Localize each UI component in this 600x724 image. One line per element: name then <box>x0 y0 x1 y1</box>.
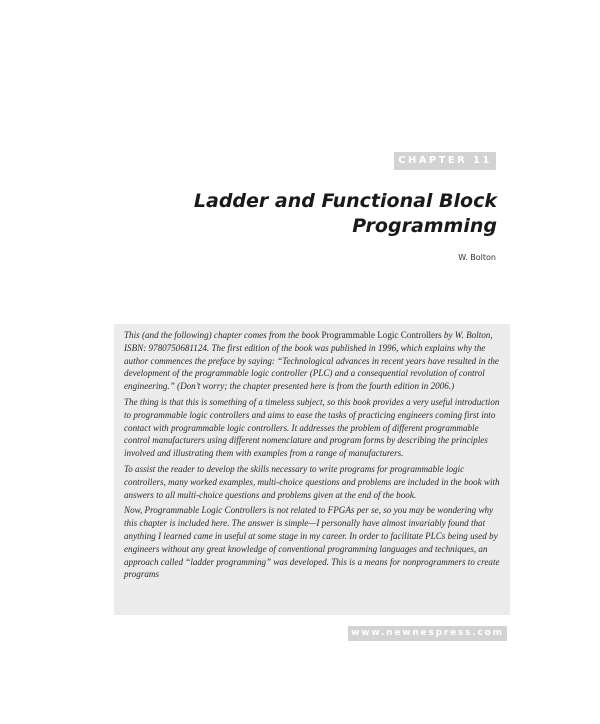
chapter-title <box>177 189 497 239</box>
preface-p1-intro: This (and the following) chapter comes from the book <box>124 330 322 340</box>
preface-paragraph-4: Now, Programmable Logic Controllers is not related to FPGAs per se, so you may be wondering why this chapter is included here. The answer is simple—I personally have almost invariably found that anything I learned came in useful at some stage in my career. In order to facilitate PLCs being used by engineers without any great knowledge of conventional programming languages and techniques, an approach called “ladder programming” was developed. This is a means for nonprogrammers to create programs <box>124 505 500 580</box>
footer-url: www.newnespress.com <box>348 626 507 641</box>
chapter-label: CHAPTER 11 <box>394 152 496 170</box>
author-name: W. Bolton <box>458 253 496 262</box>
preface-box <box>114 324 510 615</box>
book-title: Programmable Logic Controllers <box>321 330 442 340</box>
preface-paragraph-1 <box>124 329 503 393</box>
preface-paragraph-3: To assist the reader to develop the skills necessary to write programs for programmable logic controllers, many worked examples, multi-choice questions and problems are included in the book with answers to all multi-choice questions and problems given at the end of the book. <box>124 463 500 500</box>
preface-paragraph-2: The thing is that this is something of a timeless subject, so this book provides a very useful introduction to programmable logic controllers and aims to ease the tasks of practicing engineers coming first into contact with programmable logic controllers. It addresses the problem of different programmable control manufacturers using different nomenclature and program forms by describing the principles involved and illustrating them with examples from a range of manufacturers. <box>124 396 500 459</box>
chapter-title-line-1: Ladder and Functional Block <box>193 190 497 212</box>
chapter-title-line-2: Programming <box>352 215 497 237</box>
preface-p1-rest: by W. Bolton, ISBN: 9780750681124. The first edition of the book was published in 1996, which explains why the author commences the preface by saying: “Technological advances in recent years have resulted in the development of the programmable logic controller (PLC) and a consequential revolution of control engineering.” (Don’t worry; the chapter presented here is from the fourth edition in 2006.) <box>124 330 499 392</box>
